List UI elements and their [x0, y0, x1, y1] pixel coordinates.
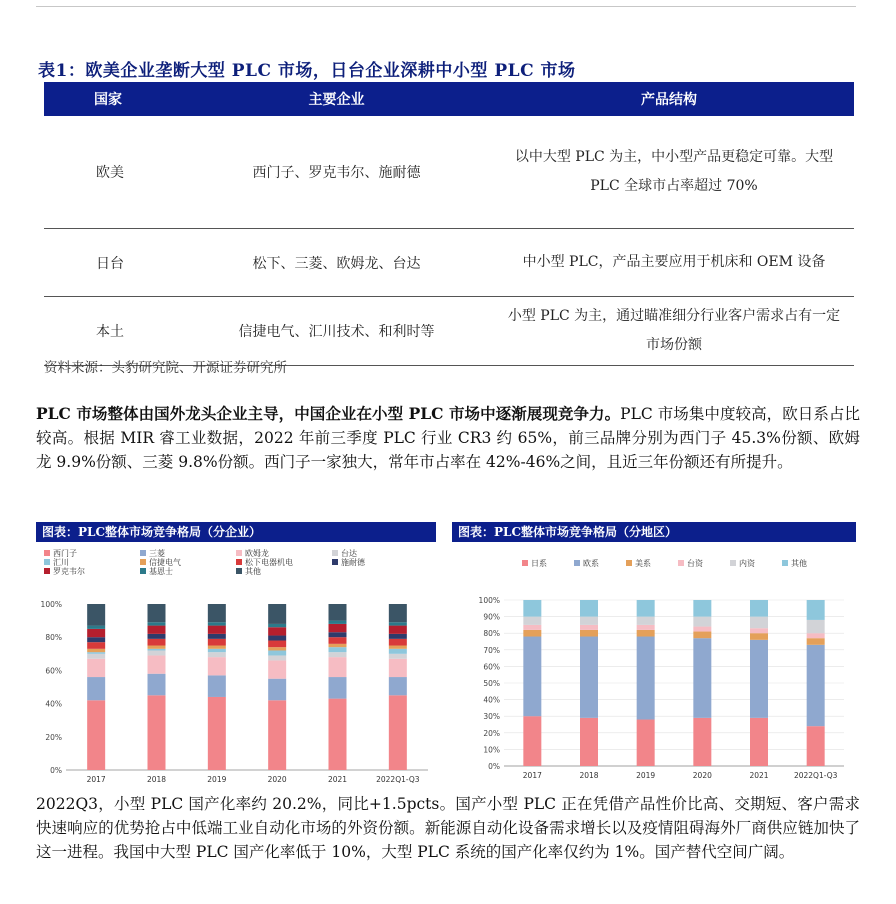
legend-label: 日系 [531, 559, 547, 568]
legend-swatch [574, 560, 580, 566]
bar-segment [87, 677, 105, 700]
y-tick-label: 90% [483, 612, 500, 622]
bar-segment [750, 617, 768, 629]
bar-segment [87, 700, 105, 770]
bar-segment [523, 625, 541, 630]
bar-segment [693, 718, 711, 766]
bar-segment [148, 655, 166, 673]
x-tick-label: 2019 [636, 771, 656, 780]
legend-swatch [730, 560, 736, 566]
bar-segment [268, 624, 286, 627]
legend-swatch [44, 550, 50, 556]
legend-label: 松下电器机电 [245, 558, 293, 567]
x-tick-label: 2021 [327, 775, 348, 784]
legend-label: 台资 [687, 559, 703, 568]
legend-swatch [236, 568, 242, 574]
bar-segment [693, 632, 711, 639]
legend-label: 施耐德 [341, 558, 365, 567]
bar-segment [329, 657, 347, 677]
bar-segment [693, 600, 711, 617]
table-title: 表1：欧美企业垄断大型 PLC 市场，日台企业深耕中小型 PLC 市场 [38, 61, 576, 81]
y-tick-label: 70% [483, 645, 500, 655]
paragraph-localization: 2022Q3，小型 PLC 国产化率约 20.2%，同比+1.5pcts。国产小型 PLC 正在凭借产品性价比高、交期短、客户需求快速响应的优势抢占中低端工业自动化市场的外资份额。新能源自动化设备需求增长以及疫情阻碍海外厂商供应链加快了这一进程。我国中大型 PLC 国产化率低于 10%，大型 PLC 系统的国产化率仅约为 1%。国产替代空间广阔。 [36, 795, 860, 861]
legend-label: 内资 [739, 559, 755, 568]
x-tick-label: 2017 [86, 775, 106, 784]
bar-segment [750, 600, 768, 617]
bar-segment [148, 649, 166, 651]
header-companies: 主要企业 [308, 92, 365, 108]
bar-segment [268, 660, 286, 678]
bar-segment [208, 646, 226, 649]
bar-segment [807, 620, 825, 633]
table-source: 资料来源：头豹研究院、开源证券研究所 [44, 360, 287, 376]
bar-segment [148, 650, 166, 655]
chart-title: 图表：PLC整体市场竞争格局（分企业） [36, 522, 436, 542]
legend-swatch [678, 560, 684, 566]
bar-segment [750, 633, 768, 640]
y-tick-label: 50% [483, 679, 500, 688]
y-tick-label: 40% [483, 695, 500, 705]
bar-segment [389, 659, 407, 677]
y-tick-label: 20% [483, 728, 500, 738]
cell-country: 本土 [96, 324, 124, 340]
bar-segment [637, 720, 655, 766]
cell-country: 欧美 [96, 165, 124, 181]
chart-by-company-plot [36, 542, 436, 784]
bar-segment [87, 649, 105, 652]
x-tick-label: 2018 [579, 771, 599, 780]
chart-by-company [36, 522, 436, 784]
bar-segment [148, 695, 166, 770]
bar-segment [807, 726, 825, 766]
y-tick-label: 60% [483, 662, 500, 672]
legend-swatch [782, 560, 788, 566]
legend-label: 基恩士 [149, 567, 173, 576]
legend-label: 欧系 [583, 559, 599, 568]
bar-segment [637, 600, 655, 617]
y-tick-label: 0% [50, 766, 62, 775]
legend-label: 三菱 [149, 549, 165, 558]
bar-segment [329, 699, 347, 770]
legend-label: 汇川 [53, 558, 69, 567]
legend-swatch [236, 550, 242, 556]
bar-segment [148, 646, 166, 649]
bar-segment [208, 652, 226, 657]
table-row [44, 229, 854, 297]
x-tick-label: 2017 [522, 771, 542, 780]
legend-swatch [44, 568, 50, 574]
y-tick-label: 40% [45, 699, 62, 709]
bar-segment [693, 627, 711, 632]
bar-segment [523, 716, 541, 766]
legend-swatch [626, 560, 632, 566]
bar-segment [389, 649, 407, 654]
bar-segment [208, 675, 226, 697]
legend-label: 信捷电气 [149, 558, 181, 567]
chart-by-region [452, 522, 856, 780]
cell-companies: 松下、三菱、欧姆龙、台达 [252, 255, 421, 272]
cell-product: 小型 PLC 为主，通过瞄准细分行业客户需求占有一定市场份额 [507, 308, 841, 353]
legend-label: 其他 [245, 567, 261, 576]
bar-segment [87, 604, 105, 626]
y-tick-label: 80% [483, 629, 500, 639]
x-tick-label: 2018 [146, 775, 167, 784]
legend-swatch [522, 560, 528, 566]
table-header [44, 82, 854, 116]
legend-label: 罗克韦尔 [53, 567, 85, 576]
bar-segment [268, 641, 286, 648]
cell-companies: 信捷电气、汇川技术、和利时等 [238, 324, 435, 340]
bar-segment [580, 637, 598, 718]
bar-segment [750, 640, 768, 718]
x-tick-label: 2019 [207, 775, 227, 784]
legend-label: 西门子 [53, 549, 77, 558]
bar-segment [693, 617, 711, 627]
bar-segment [807, 633, 825, 638]
bar-segment [389, 695, 407, 770]
bar-segment [268, 647, 286, 650]
bar-segment [523, 600, 541, 617]
bar-segment [637, 617, 655, 625]
bar-segment [389, 626, 407, 634]
table-row [44, 116, 854, 229]
paragraph-lead: PLC 市场整体由国外龙头企业主导，中国企业在小型 PLC 市场中逐渐展现竞争力。 [36, 404, 621, 423]
y-tick-label: 20% [45, 732, 62, 742]
bar-segment [208, 639, 226, 646]
legend-label: 台达 [341, 549, 357, 558]
bar-segment [329, 647, 347, 652]
x-tick-label: 2022Q1-Q3 [793, 771, 838, 780]
bar-segment [523, 637, 541, 717]
company-table [44, 82, 854, 366]
x-tick-label: 2022Q1-Q3 [376, 775, 420, 784]
bar-segment [268, 627, 286, 635]
bar-segment [268, 650, 286, 655]
bar-segment [148, 634, 166, 639]
legend-swatch [140, 559, 146, 565]
bar-segment [268, 679, 286, 701]
bar-segment [807, 638, 825, 645]
y-tick-label: 60% [45, 666, 62, 676]
x-tick-label: 2020 [692, 771, 712, 780]
bar-segment [87, 642, 105, 649]
bar-segment [389, 639, 407, 646]
bar-segment [637, 625, 655, 630]
bar-segment [329, 632, 347, 637]
bar-segment [268, 604, 286, 624]
bar-segment [329, 637, 347, 644]
bar-segment [268, 636, 286, 641]
bar-segment [208, 634, 226, 639]
bar-segment [87, 652, 105, 654]
bar-segment [208, 697, 226, 770]
bar-segment [580, 625, 598, 630]
bar-segment [807, 600, 825, 620]
bar-segment [87, 659, 105, 677]
bar-segment [148, 622, 166, 625]
cell-product: 以中大型 PLC 为主，中小型产品更稳定可靠。大型 PLC 全球市占率超过 70% [514, 149, 834, 194]
legend-label: 美系 [635, 559, 651, 568]
bar-segment [148, 674, 166, 696]
bar-segment [329, 652, 347, 657]
legend-label: 欧姆龙 [245, 549, 269, 558]
bar-segment [637, 630, 655, 637]
legend-swatch [332, 559, 338, 565]
bar-segment [329, 604, 347, 621]
bar-segment [87, 626, 105, 629]
bar-segment [750, 628, 768, 633]
legend-label: 其他 [791, 559, 807, 568]
bar-segment [389, 646, 407, 649]
bar-segment [329, 624, 347, 632]
legend-swatch [44, 559, 50, 565]
bar-segment [148, 626, 166, 634]
bar-segment [148, 639, 166, 646]
bar-segment [637, 637, 655, 720]
bar-segment [807, 645, 825, 726]
bar-segment [389, 634, 407, 639]
bar-segment [389, 622, 407, 625]
bar-segment [389, 604, 407, 622]
cell-country: 日台 [96, 255, 124, 272]
bar-segment [208, 649, 226, 652]
header-rule [36, 6, 856, 7]
bar-segment [329, 677, 347, 699]
cell-product: 中小型 PLC，产品主要应用于机床和 OEM 设备 [522, 254, 826, 270]
bar-segment [329, 621, 347, 624]
bar-segment [268, 700, 286, 770]
y-tick-label: 100% [40, 600, 62, 609]
paragraph-body: PLC 市场集中度较高，欧日系占比较高。根据 MIR 睿工业数据，2022 年前三季度 PLC 行业 CR3 约 65%，前三品牌分别为西门子 45.3%份额、欧姆龙 9.9%份额、三菱 9.8%份额。西门子一家独大，常年市占率在 42%-46%之间，且近三年份额还有所提升。 [36, 405, 860, 471]
legend-swatch [236, 559, 242, 565]
bar-segment [693, 638, 711, 718]
bar-segment [580, 630, 598, 637]
chart-title: 图表：PLC整体市场竞争格局（分地区） [452, 522, 856, 542]
bar-segment [87, 654, 105, 659]
bar-segment [208, 604, 226, 622]
x-tick-label: 2020 [267, 775, 287, 784]
bar-segment [148, 604, 166, 622]
y-tick-label: 10% [483, 745, 500, 755]
bar-segment [87, 629, 105, 637]
legend-swatch [140, 550, 146, 556]
bar-segment [208, 657, 226, 675]
y-tick-label: 80% [45, 633, 62, 643]
bar-segment [389, 677, 407, 695]
y-tick-label: 0% [488, 762, 500, 771]
x-tick-label: 2021 [749, 771, 769, 780]
bar-segment [389, 654, 407, 659]
bar-segment [750, 718, 768, 766]
legend-swatch [332, 550, 338, 556]
bar-segment [208, 622, 226, 625]
header-product: 产品结构 [641, 92, 697, 108]
bar-segment [523, 630, 541, 637]
legend-swatch [140, 568, 146, 574]
header-country: 国家 [94, 92, 122, 108]
bar-segment [208, 626, 226, 634]
bar-segment [580, 617, 598, 625]
bar-segment [268, 655, 286, 660]
y-tick-label: 100% [478, 596, 500, 605]
paragraph-market-overview [36, 402, 860, 474]
bar-segment [580, 718, 598, 766]
bar-segment [87, 637, 105, 642]
cell-companies: 西门子、罗克韦尔、施耐德 [252, 165, 421, 181]
bar-segment [329, 644, 347, 647]
bar-segment [523, 617, 541, 625]
y-tick-label: 30% [483, 712, 500, 722]
bar-segment [580, 600, 598, 617]
chart-by-region-plot [452, 542, 856, 780]
